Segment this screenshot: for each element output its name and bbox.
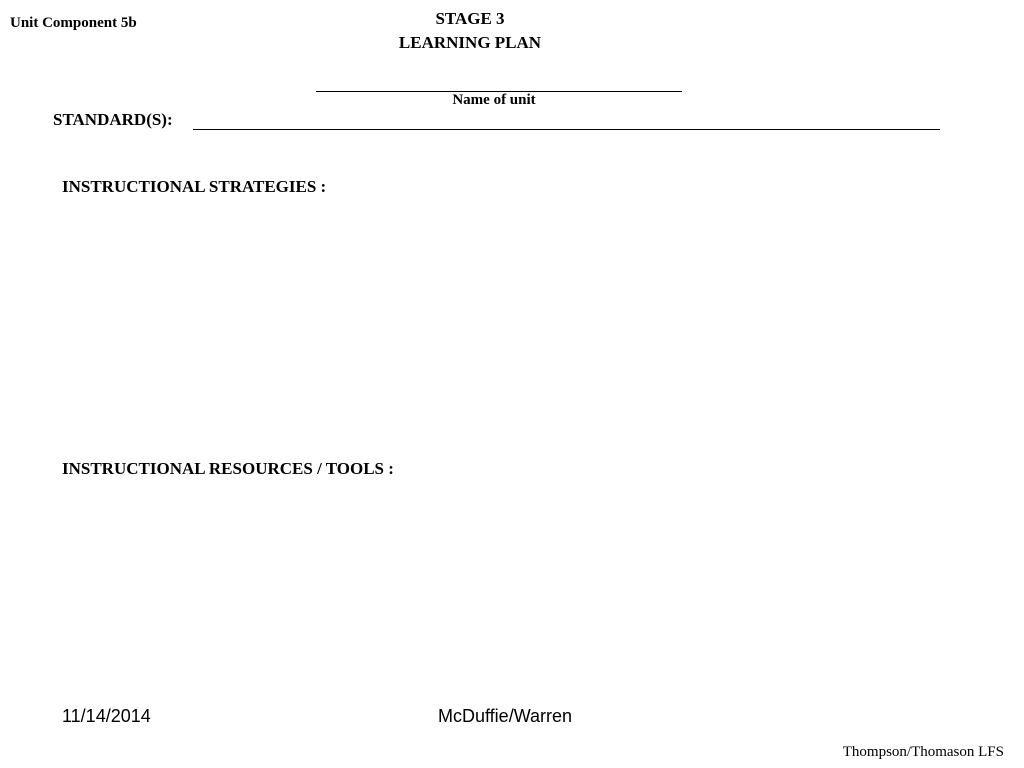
instructional-strategies-heading: INSTRUCTIONAL STRATEGIES : [62, 177, 327, 196]
learning-plan-title: LEARNING PLAN [398, 33, 542, 52]
standards-label: STANDARD(S): [53, 110, 173, 129]
standards-blank-line[interactable] [193, 129, 940, 130]
footer-authors: McDuffie/Warren [438, 706, 573, 726]
instructional-resources-heading: INSTRUCTIONAL RESOURCES / TOOLS : [62, 459, 394, 478]
unit-name-caption: Name of unit [452, 92, 536, 108]
unit-component-label: Unit Component 5b [10, 15, 137, 31]
page-title [370, 7, 570, 55]
footer-date: 11/14/2014 [62, 706, 151, 726]
stage-title: STAGE 3 [435, 9, 505, 28]
footer-credit: Thompson/Thomason LFS [842, 744, 1004, 760]
